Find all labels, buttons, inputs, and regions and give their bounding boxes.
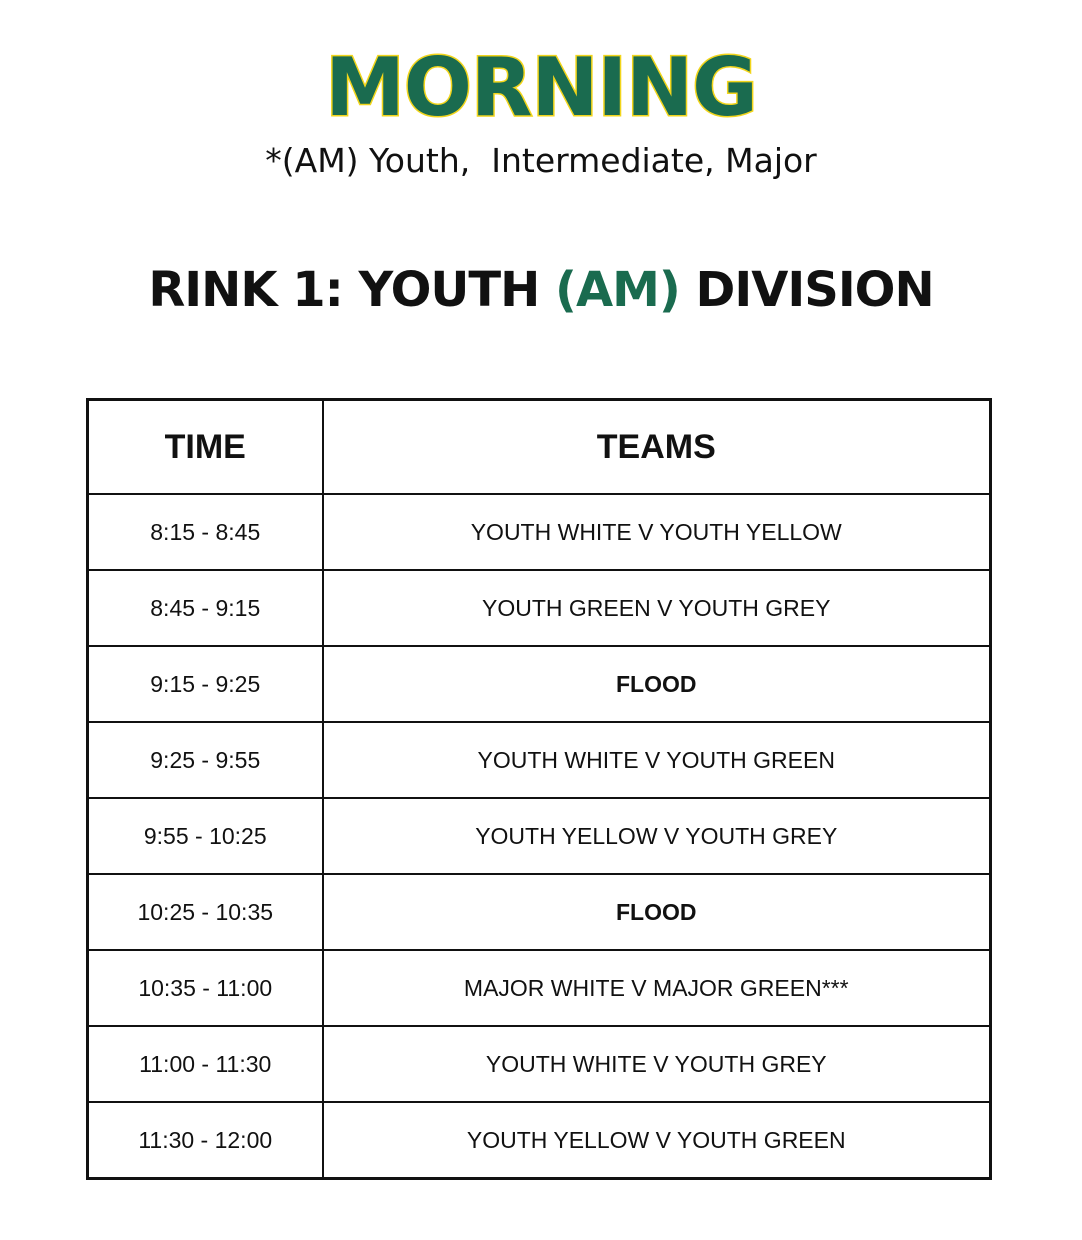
teams-cell: YOUTH WHITE V YOUTH GREY bbox=[323, 1026, 991, 1102]
time-cell: 10:35 - 11:00 bbox=[88, 950, 323, 1026]
teams-cell: YOUTH YELLOW V YOUTH GREEN bbox=[323, 1102, 991, 1179]
section-heading-prefix: RINK 1: YOUTH bbox=[148, 262, 540, 318]
teams-cell: YOUTH GREEN V YOUTH GREY bbox=[323, 570, 991, 646]
teams-cell: YOUTH WHITE V YOUTH YELLOW bbox=[323, 494, 991, 570]
table-row bbox=[88, 1102, 991, 1179]
table-row bbox=[88, 494, 991, 570]
table-row bbox=[88, 570, 991, 646]
table-row bbox=[88, 1026, 991, 1102]
flood-cell: FLOOD bbox=[323, 646, 991, 722]
page-title: MORNING bbox=[325, 41, 757, 134]
time-cell: 9:55 - 10:25 bbox=[88, 798, 323, 874]
time-cell: 11:00 - 11:30 bbox=[88, 1026, 323, 1102]
page-subtitle: *(AM) Youth, Intermediate, Major bbox=[265, 141, 817, 180]
teams-cell: MAJOR WHITE V MAJOR GREEN*** bbox=[323, 950, 991, 1026]
time-cell: 8:15 - 8:45 bbox=[88, 494, 323, 570]
column-header-teams: TEAMS bbox=[323, 400, 991, 495]
table-row bbox=[88, 950, 991, 1026]
time-cell: 8:45 - 9:15 bbox=[88, 570, 323, 646]
time-cell: 11:30 - 12:00 bbox=[88, 1102, 323, 1179]
table-row bbox=[88, 798, 991, 874]
teams-cell: YOUTH YELLOW V YOUTH GREY bbox=[323, 798, 991, 874]
time-cell: 9:15 - 9:25 bbox=[88, 646, 323, 722]
table-row bbox=[88, 722, 991, 798]
table-row bbox=[88, 874, 991, 950]
section-heading bbox=[0, 258, 1082, 322]
section-heading-accent: (AM) bbox=[555, 262, 680, 318]
time-cell: 10:25 - 10:35 bbox=[88, 874, 323, 950]
table-header-row bbox=[88, 400, 991, 495]
table-row bbox=[88, 646, 991, 722]
section-heading-suffix: DIVISION bbox=[695, 262, 934, 318]
schedule-table bbox=[86, 398, 992, 1180]
schedule-body bbox=[88, 494, 991, 1179]
teams-cell: YOUTH WHITE V YOUTH GREEN bbox=[323, 722, 991, 798]
flood-cell: FLOOD bbox=[323, 874, 991, 950]
time-cell: 9:25 - 9:55 bbox=[88, 722, 323, 798]
column-header-time: TIME bbox=[88, 400, 323, 495]
